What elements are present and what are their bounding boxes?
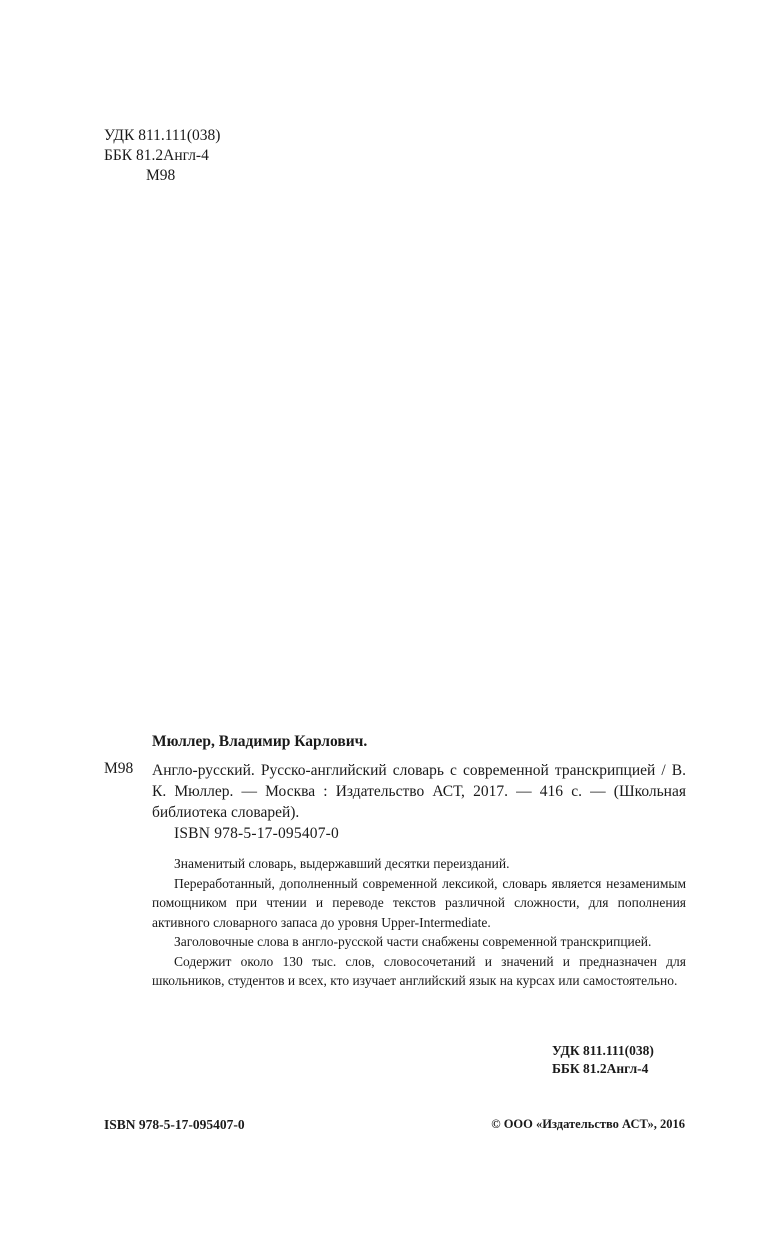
author-name: Мюллер, Владимир Карлович. bbox=[152, 733, 368, 750]
annotation-paragraph: Заголовочные слова в англо-русской части снабжены современной транскрипцией. bbox=[174, 934, 652, 949]
bbk-code: ББК 81.2Англ-4 bbox=[104, 147, 209, 164]
copyright-notice: © ООО «Издательство АСТ», 2016 bbox=[491, 1117, 685, 1131]
entry-author-mark: М98 bbox=[104, 760, 134, 777]
entry-isbn: ISBN 978-5-17-095407-0 bbox=[174, 825, 339, 842]
footer-classification-codes bbox=[552, 1042, 654, 1078]
bbk-code-bottom: ББК 81.2Англ-4 bbox=[552, 1061, 649, 1076]
annotation-paragraph: Переработанный, дополненный современной лексикой, словарь является незаменимым помощником при чтении и переводе текстов различной сложности, для пополнения активного словарного запаса до уровня Upper-Intermediate. bbox=[152, 875, 686, 930]
annotation bbox=[152, 854, 686, 991]
annotation-paragraph: Содержит около 130 тыс. слов, словосочетаний и значений и предназначен для школьников, студентов и всех, кто изучает английский язык на курсах или самостоятельно. bbox=[152, 953, 686, 988]
bibliographic-description: Англо-русский. Русско-английский словарь с современной транскрипцией / В. К. Мюллер. — Москва : Издательство АСТ, 2017. — 416 с. — (Школьная библиотека словарей). bbox=[152, 762, 686, 821]
udk-code: УДК 811.111(038) bbox=[104, 127, 221, 144]
header-classification-codes bbox=[104, 126, 220, 186]
footer-isbn: ISBN 978-5-17-095407-0 bbox=[104, 1117, 245, 1132]
annotation-paragraph: Знаменитый словарь, выдержавший десятки переизданий. bbox=[174, 856, 510, 871]
author-mark: М98 bbox=[146, 167, 176, 184]
udk-code-bottom: УДК 811.111(038) bbox=[552, 1043, 654, 1058]
